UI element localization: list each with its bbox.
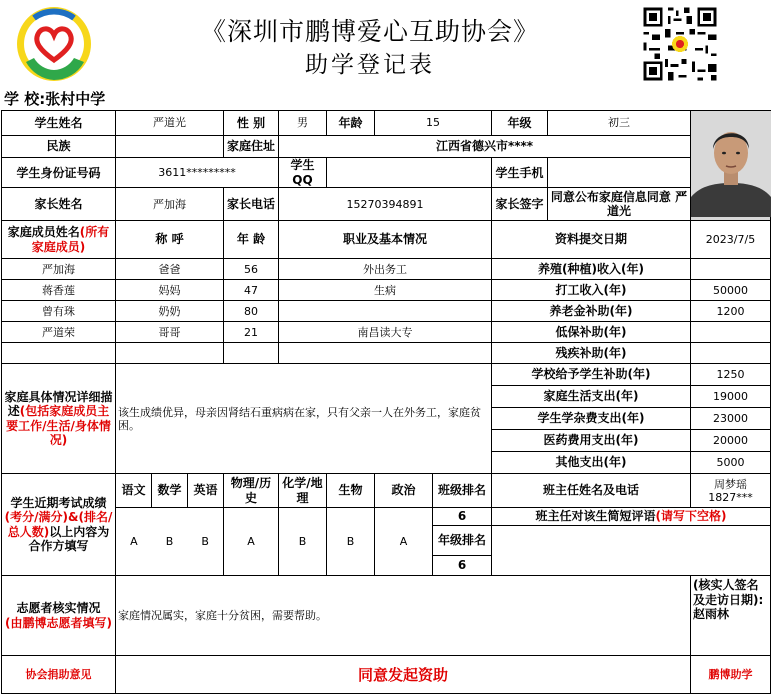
subject-physics-history: 物理/历史 bbox=[224, 474, 279, 508]
grade-label: 年级 bbox=[492, 111, 548, 136]
finance-value bbox=[691, 322, 771, 343]
grade-biology: B bbox=[327, 508, 375, 576]
situation-label-note: (包括家庭成员主要工作/生活/身体情况) bbox=[6, 404, 111, 448]
family-name-header-note: (所有家庭成员) bbox=[31, 225, 110, 254]
member-name: 严道荣 bbox=[2, 322, 116, 343]
student-id-label: 学生身份证号码 bbox=[2, 158, 116, 188]
member-job: 南昌读大专 bbox=[279, 322, 492, 343]
finance-value bbox=[691, 343, 771, 364]
member-job: 外出务工 bbox=[279, 259, 492, 280]
form-header bbox=[0, 0, 728, 88]
finance-label: 学生学杂费支出(年) bbox=[492, 408, 691, 430]
exam-grades-a bbox=[116, 508, 224, 576]
address-label: 家庭住址 bbox=[224, 135, 279, 157]
verifier-sign-cell bbox=[691, 576, 771, 656]
situation-text: 该生成绩优异，母亲因肾结石重病病在家，只有父亲一人在外务工，家庭贫困。 bbox=[116, 364, 492, 474]
member-age: 47 bbox=[224, 280, 279, 301]
exam-label: 学生近期考试成绩 bbox=[10, 495, 107, 510]
member-job: 生病 bbox=[279, 280, 492, 301]
grade-chemistry-geography: B bbox=[279, 508, 327, 576]
parent-name-label: 家长姓名 bbox=[2, 188, 116, 221]
grade-english: B bbox=[201, 535, 209, 549]
comment-label-note: (请写下空格) bbox=[655, 509, 727, 524]
parent-consent: 同意公布家庭信息同意 严道光 bbox=[548, 188, 691, 221]
finance-value: 1200 bbox=[691, 301, 771, 322]
donation-opinion-label: 协会捐助意见 bbox=[2, 656, 116, 694]
volunteer-label-cell bbox=[2, 576, 116, 656]
student-phone-value bbox=[548, 158, 691, 188]
age-label: 年龄 bbox=[327, 111, 375, 136]
finance-value: 23000 bbox=[691, 408, 771, 430]
student-phone-label: 学生手机 bbox=[492, 158, 548, 188]
job-header: 职业及基本情况 bbox=[279, 221, 492, 259]
finance-value bbox=[691, 259, 771, 280]
finance-label: 养老金补助(年) bbox=[492, 301, 691, 322]
grade-value: 初三 bbox=[548, 111, 691, 136]
situation-label: 家庭具体情况详细描述 bbox=[4, 389, 113, 419]
member-age: 80 bbox=[224, 301, 279, 322]
teacher-value: 周梦瑶1827*** bbox=[691, 474, 771, 508]
class-rank-label: 班级排名 bbox=[433, 474, 492, 508]
ethnicity-label: 民族 bbox=[2, 135, 116, 157]
student-name: 严道光 bbox=[116, 111, 224, 136]
member-relation: 奶奶 bbox=[116, 301, 224, 322]
student-qq-value bbox=[327, 158, 492, 188]
member-age: 56 bbox=[224, 259, 279, 280]
qr-code-icon bbox=[641, 5, 719, 83]
verifier-sign-label: (核实人签名及走访日期): bbox=[693, 578, 764, 607]
finance-value: 19000 bbox=[691, 386, 771, 408]
member-name bbox=[2, 343, 116, 364]
volunteer-label-note: (由鹏博志愿者填写) bbox=[5, 615, 112, 630]
volunteer-text: 家庭情况属实，家庭十分贫困，需要帮助。 bbox=[116, 576, 691, 656]
member-name: 曾有珠 bbox=[2, 301, 116, 322]
subject-chemistry-geography: 化学/地理 bbox=[279, 474, 327, 508]
form-title: 助学登记表 bbox=[305, 52, 435, 78]
finance-value: 5000 bbox=[691, 452, 771, 474]
gender-label: 性 别 bbox=[224, 111, 279, 136]
school-label: 学 校: bbox=[4, 90, 46, 108]
finance-label: 低保补助(年) bbox=[492, 322, 691, 343]
heart-logo-icon bbox=[14, 4, 94, 84]
member-relation: 妈妈 bbox=[116, 280, 224, 301]
member-relation bbox=[116, 343, 224, 364]
organization-name: 鹏博助学 bbox=[691, 656, 771, 694]
teacher-label: 班主任姓名及电话 bbox=[492, 474, 691, 508]
ethnicity-value bbox=[116, 135, 224, 157]
registration-table bbox=[1, 110, 771, 694]
student-photo bbox=[691, 111, 771, 221]
subject-chinese: 语文 bbox=[116, 474, 152, 507]
finance-value: 1250 bbox=[691, 364, 771, 386]
school-line bbox=[4, 88, 105, 109]
exam-label-tail: 以上内容为合作方填写 bbox=[28, 524, 110, 554]
grade-politics: A bbox=[375, 508, 433, 576]
verifier-name: 赵雨林 bbox=[693, 606, 730, 621]
comment-label-cell bbox=[492, 508, 771, 526]
submit-date: 2023/7/5 bbox=[691, 221, 771, 259]
finance-label: 打工收入(年) bbox=[492, 280, 691, 301]
exam-label-cell bbox=[2, 474, 116, 576]
member-name: 蒋香莲 bbox=[2, 280, 116, 301]
finance-label: 家庭生活支出(年) bbox=[492, 386, 691, 408]
school-name: 张村中学 bbox=[45, 90, 106, 108]
student-photo-image bbox=[691, 111, 771, 217]
student-id-value: 3611********* bbox=[116, 158, 279, 188]
member-relation: 哥哥 bbox=[116, 322, 224, 343]
grade-chinese: A bbox=[130, 535, 138, 549]
teacher-comment bbox=[492, 526, 771, 576]
association-title: 《深圳市鹏博爱心互助协会》 bbox=[200, 17, 539, 46]
member-job bbox=[279, 301, 492, 322]
submit-date-label: 资料提交日期 bbox=[492, 221, 691, 259]
class-rank-value: 6 bbox=[433, 508, 492, 526]
member-age bbox=[224, 343, 279, 364]
comment-label: 班主任对该生简短评语 bbox=[535, 509, 656, 524]
student-qq-label: 学生QQ bbox=[279, 158, 327, 188]
grade-rank-value: 6 bbox=[433, 556, 492, 576]
family-name-header bbox=[2, 221, 116, 259]
finance-value: 50000 bbox=[691, 280, 771, 301]
member-age-header: 年 龄 bbox=[224, 221, 279, 259]
grade-math: B bbox=[165, 535, 174, 549]
finance-label: 残疾补助(年) bbox=[492, 343, 691, 364]
donation-opinion: 同意发起资助 bbox=[116, 656, 691, 694]
grade-rank-label: 年级排名 bbox=[433, 526, 492, 556]
exam-subjects-a bbox=[116, 474, 224, 508]
member-age: 21 bbox=[224, 322, 279, 343]
finance-label: 养殖(种植)收入(年) bbox=[492, 259, 691, 280]
finance-value: 20000 bbox=[691, 430, 771, 452]
situation-label-cell bbox=[2, 364, 116, 474]
parent-name: 严加海 bbox=[116, 188, 224, 221]
member-relation: 爸爸 bbox=[116, 259, 224, 280]
age-value: 15 bbox=[375, 111, 492, 136]
member-name: 严加海 bbox=[2, 259, 116, 280]
student-name-label: 学生姓名 bbox=[2, 111, 116, 136]
relation-header: 称 呼 bbox=[116, 221, 224, 259]
finance-label: 其他支出(年) bbox=[492, 452, 691, 474]
family-name-header-text: 家庭成员姓名 bbox=[7, 225, 80, 240]
parent-phone-label: 家长电话 bbox=[224, 188, 279, 221]
parent-phone: 15270394891 bbox=[279, 188, 492, 221]
subject-english: 英语 bbox=[193, 483, 218, 498]
parent-sign-label: 家长签字 bbox=[492, 188, 548, 221]
volunteer-label: 志愿者核实情况 bbox=[16, 601, 101, 616]
gender-value: 男 bbox=[279, 111, 327, 136]
grade-physics-history: A bbox=[224, 508, 279, 576]
address-value: 江西省德兴市**** bbox=[279, 135, 691, 157]
member-job bbox=[279, 343, 492, 364]
subject-politics: 政治 bbox=[375, 474, 433, 508]
subject-biology: 生物 bbox=[327, 474, 375, 508]
subject-math: 数学 bbox=[152, 474, 188, 507]
finance-label: 医药费用支出(年) bbox=[492, 430, 691, 452]
finance-label: 学校给予学生补助(年) bbox=[492, 364, 691, 386]
exam-label-note: (考分/满分)&(排名/总人数) bbox=[4, 510, 113, 539]
